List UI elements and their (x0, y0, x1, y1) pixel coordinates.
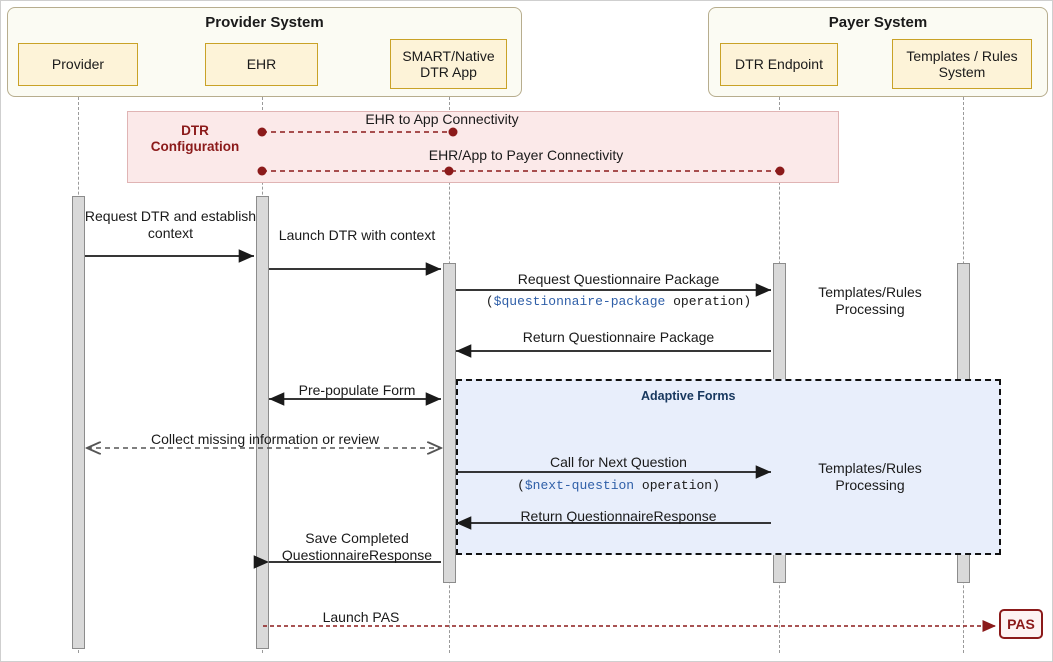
actor-templates-rules-system-label: Templates / Rules System (906, 47, 1018, 80)
message-launch-dtr: Launch DTR with context (278, 227, 436, 243)
pas-end-marker[interactable] (999, 609, 1043, 639)
activation-ehr (256, 196, 269, 649)
message-save-completed-questionnaire-response: Save Completed QuestionnaireResponse (281, 530, 433, 563)
config-message-ehr-app-to-payer: EHR/App to Payer Connectivity (428, 147, 624, 163)
message-next-question-operation: ($next-question operation) (517, 478, 720, 493)
message-questionnaire-package-operation: ($questionnaire-package operation) (485, 294, 752, 309)
message-request-dtr: Request DTR and establish context (84, 208, 257, 241)
operation-name-next-question: $next-question (524, 478, 635, 493)
note-templates-rules-processing-2: Templates/Rules Processing (818, 460, 922, 493)
activation-provider (72, 196, 85, 649)
actor-ehr-label: EHR (246, 56, 277, 73)
message-collect-missing-information: Collect missing information or review (151, 431, 379, 447)
actor-dtr-app-label: SMART/Native DTR App (402, 47, 495, 80)
actor-dtr-app[interactable] (390, 39, 507, 89)
message-launch-pas: Launch PAS (322, 609, 400, 625)
config-message-ehr-to-app: EHR to App Connectivity (365, 111, 519, 127)
fragment-adaptive-forms-label: Adaptive Forms (641, 389, 736, 403)
group-provider-system-title: Provider System (205, 14, 324, 31)
message-call-for-next-question: Call for Next Question (550, 454, 687, 470)
group-payer-system-title: Payer System (828, 14, 928, 31)
message-return-questionnaire-package: Return Questionnaire Package (522, 329, 715, 345)
message-request-questionnaire-package: Request Questionnaire Package (517, 271, 720, 287)
actor-templates-rules-system[interactable] (892, 39, 1032, 89)
operation-name-questionnaire-package: $questionnaire-package (493, 294, 666, 309)
note-templates-rules-processing-1: Templates/Rules Processing (818, 284, 922, 317)
dtr-configuration-label: DTR Configuration (150, 123, 240, 155)
actor-provider[interactable] (18, 43, 138, 86)
actor-ehr[interactable] (205, 43, 318, 86)
actor-dtr-endpoint-label: DTR Endpoint (735, 56, 823, 73)
actor-dtr-endpoint[interactable] (720, 43, 838, 86)
actor-provider-label: Provider (51, 56, 105, 73)
message-pre-populate-form: Pre-populate Form (298, 382, 416, 398)
message-return-questionnaire-response: Return QuestionnaireResponse (520, 508, 717, 524)
pas-end-marker-label: PAS (1007, 616, 1035, 632)
